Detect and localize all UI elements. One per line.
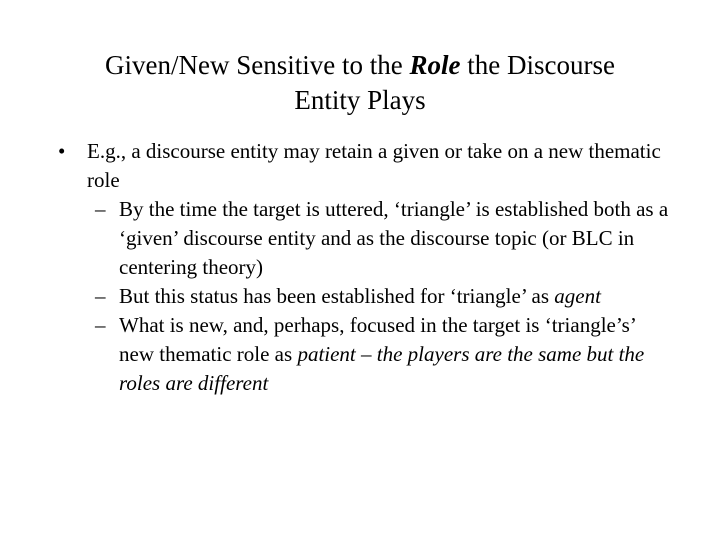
dash-marker: – bbox=[95, 284, 106, 308]
title-emphasis: Role bbox=[409, 50, 461, 80]
bullet-text: E.g., a discourse entity may retain a given or take on a new thematic role bbox=[87, 139, 661, 192]
slide-body bbox=[0, 137, 720, 398]
sub-bullet-text: What is new, and, perhaps, focused in the target is ‘triangle’s’ new thematic role as bbox=[119, 313, 636, 366]
title-text-part2: the Discourse bbox=[460, 50, 615, 80]
bullet-item bbox=[58, 137, 672, 195]
sub-bullet-text: But this status has been established for ‘triangle’ as bbox=[119, 284, 555, 308]
sub-bullet-item bbox=[95, 282, 672, 311]
sub-bullet-italic: agent bbox=[554, 284, 601, 308]
sub-bullet-item bbox=[95, 311, 672, 398]
title-text-part1: Given/New Sensitive to the bbox=[105, 50, 410, 80]
dash-marker: – bbox=[95, 313, 106, 337]
dash-marker: – bbox=[95, 197, 106, 221]
bullet-marker: • bbox=[58, 139, 66, 163]
sub-bullet-italic: patient – the players are the same but the roles are different bbox=[119, 342, 645, 395]
title-line2: Entity Plays bbox=[294, 85, 426, 115]
sub-bullet-item bbox=[95, 195, 672, 282]
sub-bullet-text: By the time the target is uttered, ‘triangle’ is established both as a ‘given’ discourse entity and as the discourse topic (or BLC in centering theory) bbox=[119, 197, 669, 279]
slide-title bbox=[60, 48, 660, 118]
